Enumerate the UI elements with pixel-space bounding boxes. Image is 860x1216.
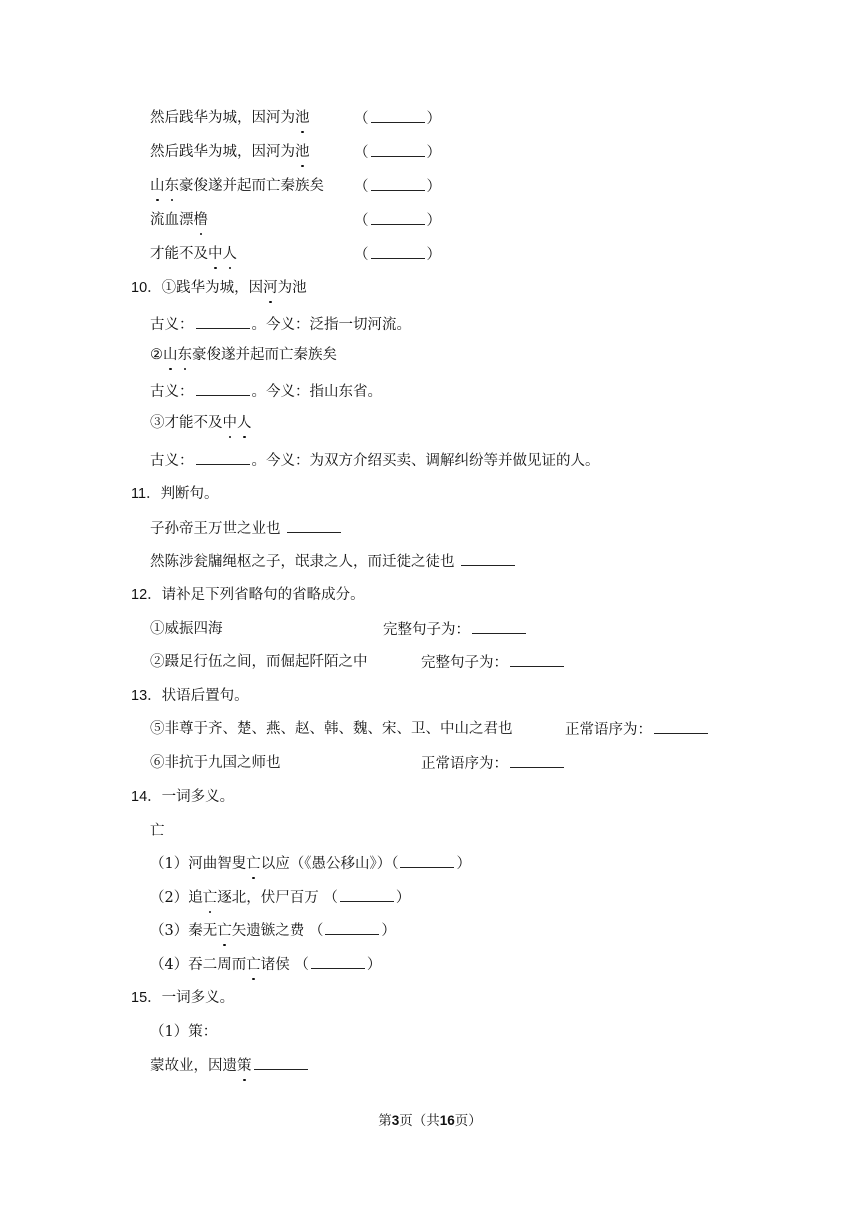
- paren-open: （: [354, 247, 369, 263]
- q10-item-3-text: ③才能不及: [150, 415, 223, 431]
- item-text: 诸侯 （: [260, 957, 309, 973]
- answer-blank[interactable]: [325, 920, 379, 935]
- row-1-answer: [354, 108, 441, 129]
- q14-item-4: [150, 954, 381, 975]
- answer-blank[interactable]: [196, 314, 250, 329]
- page-total: 16: [439, 1113, 455, 1128]
- q10-item-2-num: ②: [150, 347, 163, 363]
- paren-open: （: [354, 111, 369, 127]
- paren-close: ）: [456, 856, 471, 872]
- row-4-answer: [354, 210, 441, 231]
- q13-item-1-answer: [565, 719, 710, 740]
- page-number: 3: [391, 1113, 400, 1128]
- q15-number: 15．: [131, 990, 162, 1006]
- row-2-dotted: 池: [295, 144, 310, 160]
- paren-close: ）: [426, 111, 441, 127]
- item-text: 逐北，伏尸百万 （: [217, 890, 338, 906]
- q10-item-2-dotted-1: 山: [163, 347, 178, 363]
- q14-item-3: [150, 920, 396, 941]
- gloss-label: 古义：: [150, 453, 194, 469]
- paren-open: （: [354, 213, 369, 229]
- answer-blank[interactable]: [371, 176, 425, 191]
- row-3-dotted-1: 山: [150, 178, 165, 194]
- q10-item-2-end: 豪俊遂并起而亡秦族矣: [192, 347, 337, 363]
- item-text: 以应（《愚公移山》）（: [260, 856, 399, 872]
- q12-item-2-answer: [421, 652, 566, 673]
- q14-item-1: [150, 853, 471, 874]
- q13-item-2-answer: [421, 753, 566, 774]
- answer-blank[interactable]: [400, 853, 454, 868]
- q14-title: 一词多义。: [161, 789, 235, 805]
- sentence-text: ⑤非尊于齐、楚、燕、赵、韩、魏、宋、卫、中山之君也: [150, 721, 513, 737]
- q10-item-1: ①践华为城，因: [161, 280, 264, 296]
- q10-gloss-2: [150, 381, 382, 402]
- item-text: （2）追: [150, 890, 203, 906]
- answer-blank[interactable]: [371, 244, 425, 259]
- answer-blank[interactable]: [340, 887, 394, 902]
- q11-heading: [131, 484, 219, 504]
- q15-heading: [131, 988, 234, 1008]
- q12-number: 12．: [131, 587, 162, 603]
- answer-blank[interactable]: [510, 753, 564, 768]
- gloss-modern: 。今义：泛指一切河流。: [251, 317, 411, 333]
- q14-word: 亡: [150, 823, 165, 839]
- q14-number: 14．: [131, 789, 162, 805]
- q14-item-3-dotted: 亡: [217, 923, 232, 939]
- paren-close: ）: [426, 213, 441, 229]
- item-text: 矢遗镞之费 （: [231, 923, 324, 939]
- q14-item-2: [150, 887, 410, 908]
- page-footer: [0, 1109, 860, 1129]
- item-text: （3）秦无: [150, 923, 218, 939]
- sentence-text: ②蹑足行伍之间，而倔起阡陌之中: [150, 654, 368, 670]
- q13-heading: [131, 686, 249, 706]
- q12-item-1: [150, 619, 223, 639]
- q10-item-3: [150, 413, 252, 433]
- row-5-text: [150, 244, 237, 264]
- gloss-label: 古义：: [150, 384, 194, 400]
- row-4-text: [150, 210, 208, 230]
- q13-title: 状语后置句。: [161, 688, 249, 704]
- sentence-text: ⑥非抗于九国之师也: [150, 755, 281, 771]
- answer-label: 正常语序为：: [565, 722, 652, 738]
- answer-blank[interactable]: [510, 652, 564, 667]
- q15-title: 一词多义。: [161, 990, 235, 1006]
- footer-text: 页（共: [399, 1113, 440, 1129]
- q14-heading: [131, 787, 234, 807]
- answer-blank[interactable]: [196, 450, 250, 465]
- answer-blank[interactable]: [472, 619, 526, 634]
- row-1-dotted: 池: [295, 110, 310, 126]
- paren-close: ）: [395, 890, 411, 906]
- answer-blank[interactable]: [371, 210, 425, 225]
- q15-subheading: （1）策：: [150, 1024, 218, 1040]
- sentence-text: 蒙故业，因遗: [150, 1058, 237, 1074]
- q12-item-2: [150, 652, 368, 672]
- answer-blank[interactable]: [196, 381, 250, 396]
- row-3-answer: [354, 176, 441, 197]
- answer-blank[interactable]: [654, 719, 708, 734]
- q13-item-2: [150, 753, 281, 773]
- row-1-text: [150, 108, 310, 128]
- q11-title: 判断句。: [160, 486, 219, 502]
- answer-label: 正常语序为：: [421, 756, 508, 772]
- q12-heading: [131, 585, 365, 605]
- row-4-dotted: 橹: [193, 212, 208, 228]
- row-1-part: 然后践华为城，因河为: [150, 110, 295, 126]
- q10-number: 10．: [131, 280, 162, 296]
- footer-text: 页）: [454, 1113, 482, 1129]
- row-3-part: 豪俊遂并起而亡秦族矣: [179, 178, 324, 194]
- row-5-part: 才能不及: [150, 246, 208, 262]
- q15-sentence-1: [150, 1055, 310, 1076]
- gloss-label: 古义：: [150, 317, 194, 333]
- q12-item-1-answer: [383, 619, 528, 640]
- row-4-part: 流血漂: [150, 212, 194, 228]
- sentence-text: 子孙帝王万世之业也: [150, 521, 281, 537]
- row-2-part: 然后践华为城，因河为: [150, 144, 295, 160]
- q10-gloss-3: [150, 450, 600, 471]
- item-text: （4）吞二周而: [150, 957, 247, 973]
- answer-label: 完整句子为：: [383, 622, 470, 638]
- paren-close: ）: [381, 923, 396, 939]
- paren-close: ）: [366, 957, 382, 973]
- answer-blank[interactable]: [371, 142, 425, 157]
- row-2-answer: [354, 142, 441, 163]
- q15-dotted: 策: [237, 1058, 252, 1074]
- answer-blank[interactable]: [287, 518, 341, 533]
- paren-close: ）: [426, 179, 441, 195]
- row-5-answer: [354, 244, 441, 265]
- paren-open: （: [354, 145, 369, 161]
- q10-item-3-dotted-1: 中: [222, 415, 237, 431]
- row-2-text: [150, 142, 310, 162]
- q14-item-2-dotted: 亡: [202, 890, 218, 906]
- paren-close: ）: [426, 247, 441, 263]
- q12-title: 请补足下列省略句的省略成分。: [161, 587, 365, 603]
- paren-close: ）: [426, 145, 441, 161]
- answer-blank[interactable]: [461, 551, 515, 566]
- answer-blank[interactable]: [371, 108, 425, 123]
- q13-number: 13．: [131, 688, 162, 704]
- gloss-modern: 。今义：为双方介绍买卖、调解纠纷等并做见证的人。: [251, 453, 600, 469]
- q10-gloss-1: [150, 314, 411, 335]
- footer-text: 第: [378, 1113, 392, 1129]
- answer-blank[interactable]: [311, 954, 365, 969]
- sentence-text: ①威振四海: [150, 621, 223, 637]
- gloss-modern: 。今义：指山东省。: [251, 384, 382, 400]
- q11-number: 11．: [131, 486, 161, 502]
- row-3-dotted-2: 东: [164, 178, 179, 194]
- sentence-text: 然陈涉瓮牖绳枢之子，氓隶之人，而迁徙之徒也: [150, 554, 455, 570]
- q11-sentence-2: [150, 551, 517, 572]
- q10-item-1-dotted: 河: [263, 280, 278, 296]
- answer-label: 完整句子为：: [421, 655, 508, 671]
- q14-item-1-dotted: 亡: [246, 856, 261, 872]
- answer-blank[interactable]: [254, 1055, 308, 1070]
- q13-item-1: [150, 719, 513, 739]
- q14-item-4-dotted: 亡: [246, 957, 261, 973]
- row-3-text: [150, 176, 324, 196]
- paren-open: （: [354, 179, 369, 195]
- q10-item-2-dotted-2: 东: [177, 347, 192, 363]
- row-5-dotted-1: 中: [208, 246, 223, 262]
- row-5-dotted-2: 人: [222, 246, 237, 262]
- q10-item-2: [150, 345, 337, 365]
- item-text: （1）河曲智叟: [150, 856, 247, 872]
- q11-sentence-1: [150, 518, 343, 539]
- q10-item-3-dotted-2: 人: [237, 415, 252, 431]
- q10-item-1-end: 为池: [277, 280, 307, 296]
- q10-heading: [131, 278, 307, 298]
